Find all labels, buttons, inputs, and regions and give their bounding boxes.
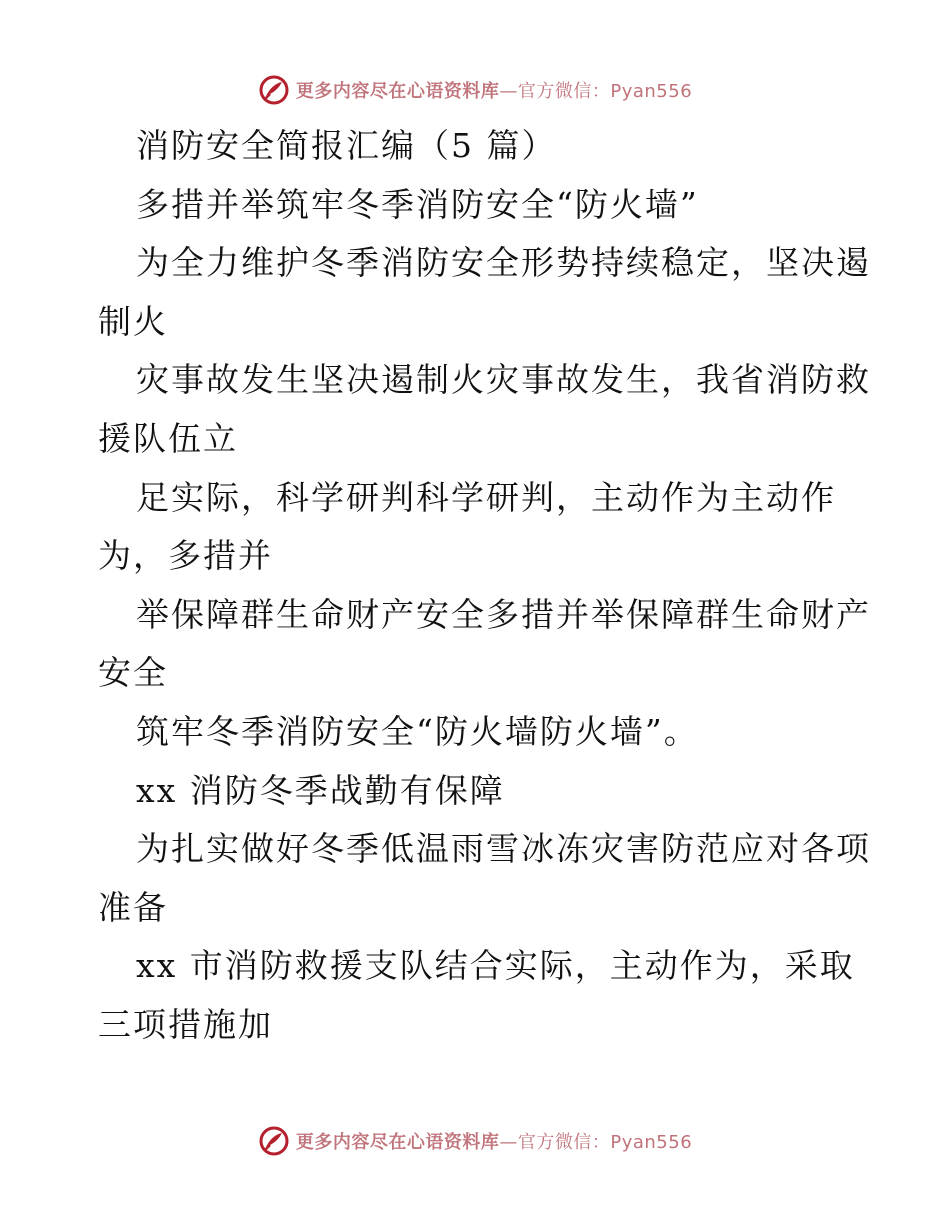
paragraph-line: 为，多措并	[98, 536, 273, 576]
paragraph-line: 为扎实做好冬季低温雨雪冰冻灾害防范应对各项	[136, 829, 871, 869]
paragraph-line: 制火	[98, 301, 168, 341]
paragraph-line: 援队伍立	[98, 418, 238, 458]
paragraph-line: 准备	[98, 887, 168, 927]
brush-logo-icon	[258, 74, 290, 106]
paragraph-line: 安全	[98, 653, 168, 693]
paragraph-line: xx 消防冬季战勤有保障	[136, 770, 505, 810]
paragraph-line: 三项措施加	[98, 1004, 273, 1044]
banner-text: 更多内容尽在心语资料库—官方微信：Pyan556	[295, 81, 693, 102]
paragraph-line: 筑牢冬季消防安全“防火墙防火墙”。	[136, 711, 699, 751]
paragraph-line: 消防安全简报汇编（5 篇）	[136, 126, 557, 165]
footer-banner	[0, 1121, 950, 1161]
document-body	[98, 117, 871, 1055]
paragraph-line: 举保障群生命财产安全多措并举保障群生命财产	[136, 594, 871, 634]
paragraph-line: 为全力维护冬季消防安全形势持续稳定，坚决遏	[136, 243, 871, 283]
paragraph-line: 多措并举筑牢冬季消防安全“防火墙”	[136, 184, 699, 224]
paragraph-line: 灾事故发生坚决遏制火灾事故发生，我省消防救	[136, 360, 871, 400]
header-banner	[0, 70, 950, 110]
banner-text: 更多内容尽在心语资料库—官方微信：Pyan556	[295, 1132, 693, 1153]
brush-logo-icon	[258, 1125, 290, 1157]
paragraph-line: 足实际，科学研判科学研判，主动作为主动作	[136, 477, 836, 517]
paragraph-line: xx 市消防救援支队结合实际，主动作为，采取	[136, 946, 855, 986]
